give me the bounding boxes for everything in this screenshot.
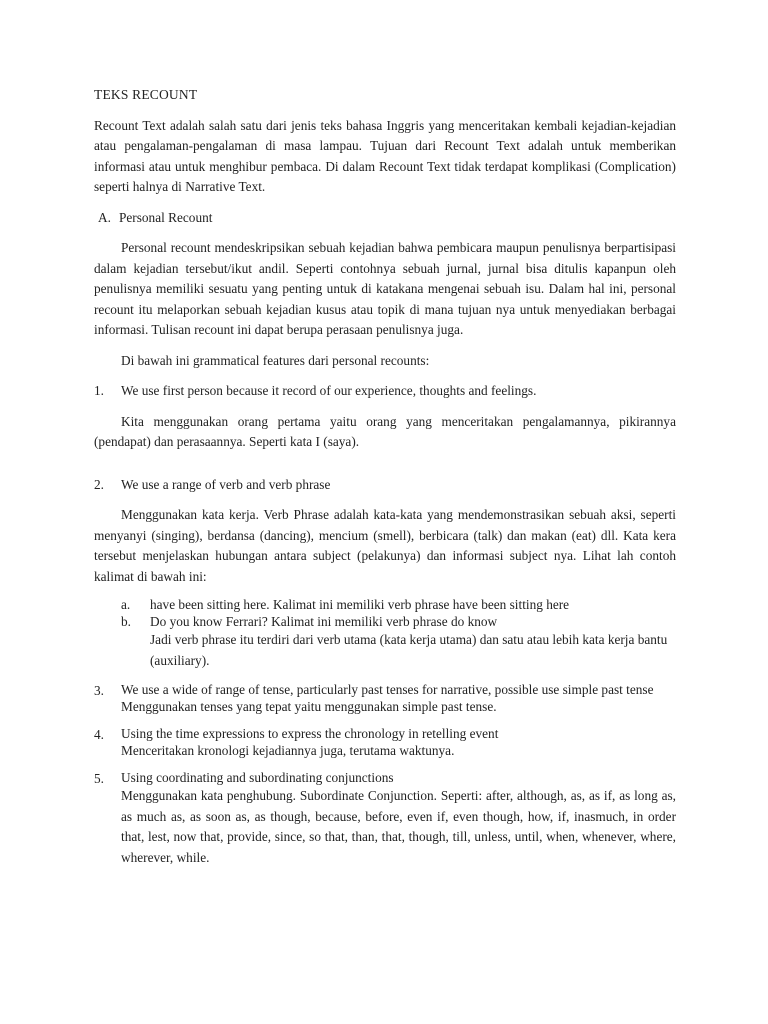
item-2-explanation: Menggunakan kata kerja. Verb Phrase adalah kata-kata yang mendemonstrasikan sebuah aksi, seperti menyanyi (singing), berdansa (dancing), mencium (smell), berbicara (talk) dan makan (eat) dll. Kata kera tersebut menjelaskan hubungan antara subject (pelakunya) dan informasi subject nya. Lihat lah contoh kalimat di bawah ini:	[94, 507, 676, 584]
section-a-title: Personal Recount	[119, 209, 213, 225]
section-a-marker: A.	[98, 209, 111, 225]
examples-note: Jadi verb phrase itu terdiri dari verb utama (kata kerja utama) dan satu atau lebih kata kerja bantu (auxiliary).	[150, 632, 668, 668]
features-intro: Di bawah ini grammatical features dari personal recounts:	[121, 352, 430, 368]
document-page	[94, 85, 676, 878]
feature-item-5	[94, 769, 676, 868]
item-number: 4.	[94, 727, 104, 742]
example-text: Do you know Ferrari? Kalimat ini memiliki verb phrase do know	[150, 613, 498, 629]
item-number: 5.	[94, 771, 104, 786]
feature-item-3	[94, 681, 676, 715]
item-heading: We use first person because it record of our experience, thoughts and feelings.	[121, 383, 537, 398]
item-explanation: Menceritakan kronologi kejadiannya juga, terutama waktunya.	[121, 743, 455, 758]
item-number: 3.	[94, 683, 104, 698]
section-a-paragraph: Personal recount mendeskripsikan sebuah kejadian bahwa pembicara maupun penulisnya berpartisipasi dalam kejadian tersebut/ikut andil. Seperti contohnya sebuah jurnal, jurnal bisa ditulis kapanpun oleh penulisnya memiliki sesuatu yang penting untuk di katakana mengenai sebuah isu. Dalam hal ini, personal recount itu melaporkan sebuah kejadian kusus atau topik di mana tujuan nya untuk menyediakan berbagai informasi. Tulisan recount ini dapat berupa perasaan penulisnya juga.	[94, 240, 676, 337]
feature-item-2	[94, 475, 676, 496]
item-number: 1.	[94, 383, 104, 398]
item-1-explanation: Kita menggunakan orang pertama yaitu orang yang menceritakan pengalamannya, pikirannya (pendapat) dan perasaannya. Seperti kata I (saya).	[94, 413, 676, 449]
example-letter: b.	[121, 613, 131, 629]
item-heading: We use a wide of range of tense, particularly past tenses for narrative, possible use simple past tense	[121, 682, 654, 697]
example-letter: a.	[121, 597, 131, 612]
item-explanation: Menggunakan kata penghubung. Subordinate Conjunction. Seperti: after, although, as, as if, as long as, as much as, as soon as, as though, because, before, even if, even though, how, if, inasmuch, in order that, lest, now that, provide, since, so that, than, that, though, till, unless, until, when, whenever, where, wherever, while.	[121, 788, 676, 865]
item-heading: Using coordinating and subordinating conjunctions	[121, 770, 394, 785]
item-number: 2.	[94, 476, 104, 492]
feature-item-4	[94, 725, 676, 759]
item-heading: Using the time expressions to express the chronology in retelling event	[121, 726, 499, 741]
example-item-a	[94, 597, 676, 614]
item-heading: We use a range of verb and verb phrase	[121, 476, 331, 492]
section-a-heading	[94, 208, 676, 229]
document-title: TEKS RECOUNT	[94, 87, 198, 102]
item-explanation: Menggunakan tenses yang tepat yaitu menggunakan simple past tense.	[121, 699, 497, 714]
example-text: have been sitting here. Kalimat ini memiliki verb phrase have been sitting here	[150, 597, 570, 612]
intro-paragraph: Recount Text adalah salah satu dari jenis teks bahasa Inggris yang menceritakan kembali kejadian-kejadian atau pengalaman-pengalaman di masa lampau. Tujuan dari Recount Text adalah untuk memberikan informasi atau untuk menghibur pembaca. Di dalam Recount Text tidak terdapat komplikasi (Complication) seperti halnya di Narrative Text.	[94, 117, 676, 194]
feature-item-1	[94, 381, 676, 402]
example-item-b	[94, 614, 676, 631]
example-list	[94, 597, 676, 671]
